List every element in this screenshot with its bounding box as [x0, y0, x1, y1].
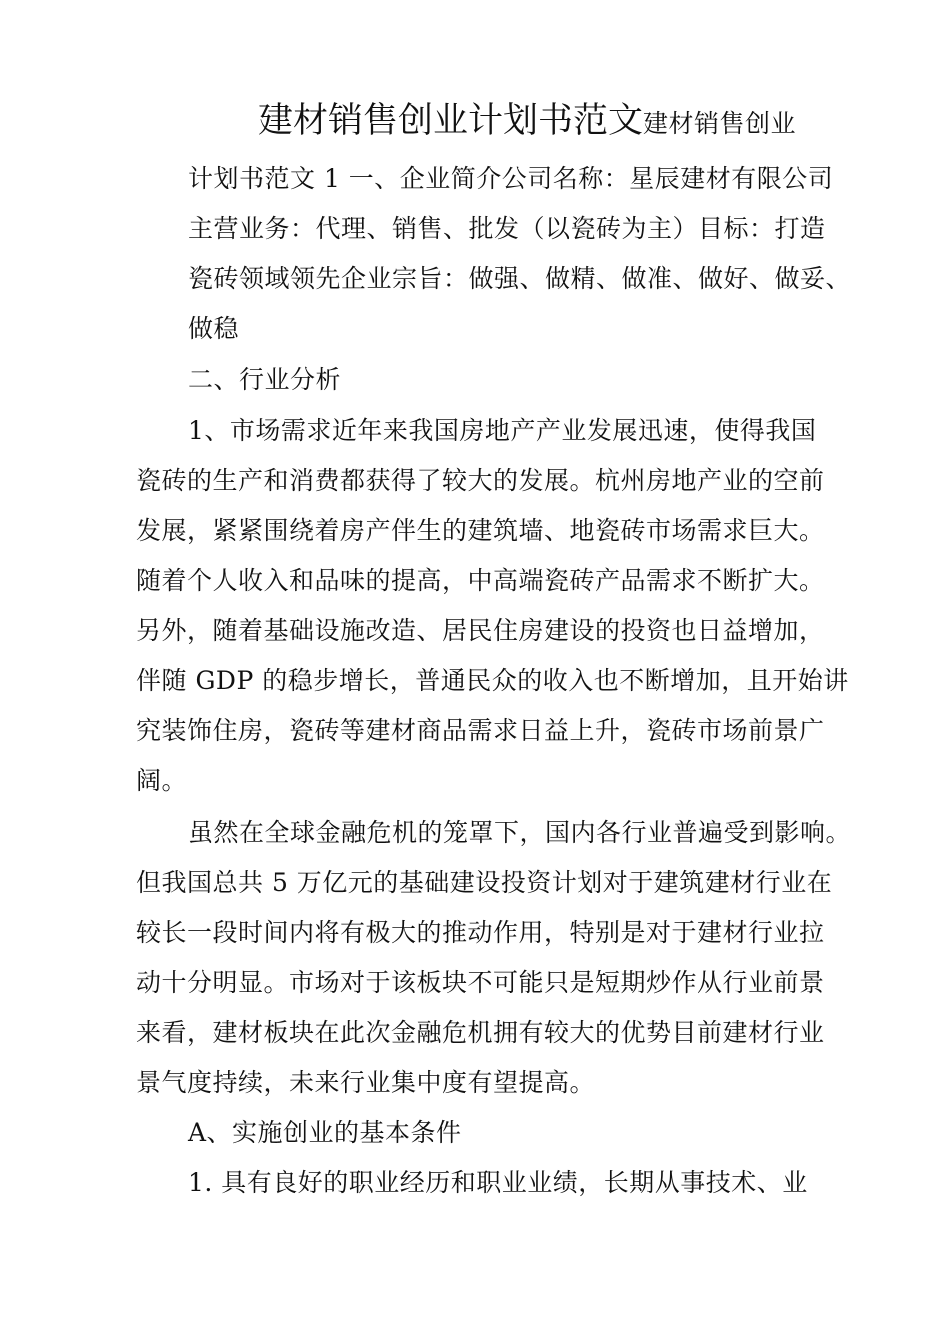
para1-line-6: 伴随 GDP 的稳步增长，普通民众的收入也不断增加，且开始讲 — [136, 666, 849, 695]
intro-line-2: 主营业务：代理、销售、批发（以瓷砖为主）目标：打造 — [188, 214, 826, 243]
para1-line-7: 究装饰住房，瓷砖等建材商品需求日益上升，瓷砖市场前景广 — [136, 716, 825, 745]
title-continuation: 建材销售创业 — [643, 109, 797, 138]
intro-line-3: 瓷砖领域领先企业宗旨：做强、做精、做准、做好、做妥、 — [188, 264, 852, 293]
section-heading-conditions: A、实施创业的基本条件 — [188, 1118, 462, 1147]
para2-line-3: 较长一段时间内将有极大的推动作用，特别是对于建材行业拉 — [136, 918, 825, 947]
para1-line-2: 瓷砖的生产和消费都获得了较大的发展。杭州房地产业的空前 — [136, 466, 825, 495]
para1-line-5: 另外，随着基础设施改造、居民住房建设的投资也日益增加， — [136, 616, 825, 645]
para2-line-1: 虽然在全球金融危机的笼罩下，国内各行业普遍受到影响。 — [188, 818, 852, 847]
document-title: 建材销售创业计划书范文 — [258, 101, 644, 141]
para2-line-4: 动十分明显。市场对于该板块不可能只是短期炒作从行业前景 — [136, 968, 825, 997]
para1-line-1: 1、市场需求近年来我国房地产产业发展迅速，使得我国 — [188, 416, 817, 445]
intro-line-1: 计划书范文 1 一、企业简介公司名称：星辰建材有限公司 — [188, 164, 834, 193]
section-heading-industry: 二、行业分析 — [188, 365, 342, 394]
para1-line-8: 阔。 — [136, 766, 188, 795]
para1-line-3: 发展，紧紧围绕着房产伴生的建筑墙、地瓷砖市场需求巨大。 — [136, 516, 825, 545]
condition-item-1: 1. 具有良好的职业经历和职业业绩，长期从事技术、业 — [188, 1168, 808, 1197]
intro-line-4: 做稳 — [188, 314, 240, 343]
para2-line-5: 来看，建材板块在此次金融危机拥有较大的优势目前建材行业 — [136, 1018, 825, 1047]
para2-line-2: 但我国总共 5 万亿元的基础建设投资计划对于建筑建材行业在 — [136, 868, 833, 897]
title-line — [258, 101, 797, 141]
para2-line-6: 景气度持续，未来行业集中度有望提高。 — [136, 1068, 596, 1097]
para1-line-4: 随着个人收入和品味的提高，中高端瓷砖产品需求不断扩大。 — [136, 566, 825, 595]
